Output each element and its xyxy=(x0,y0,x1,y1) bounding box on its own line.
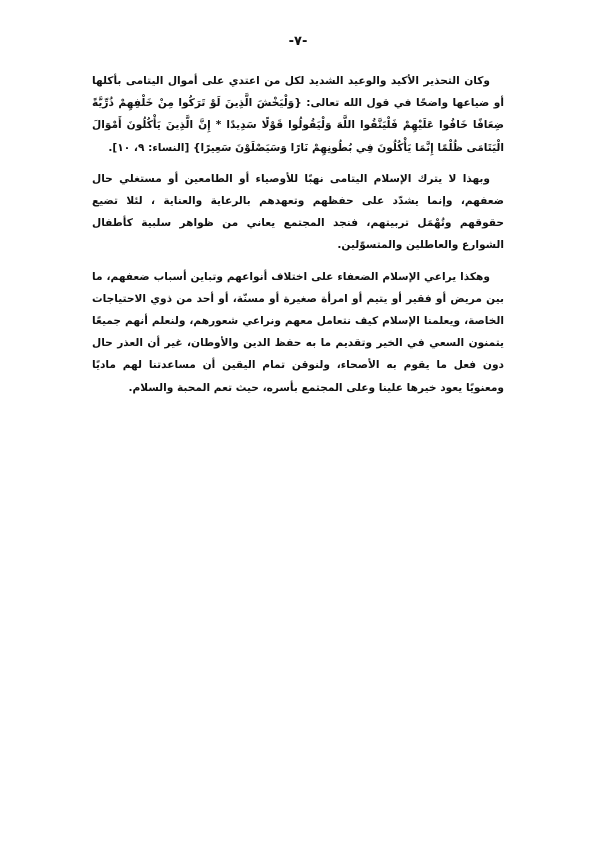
page-number: -٧- xyxy=(288,34,308,49)
paragraph-orphans-care: وبهذا لا يترك الإسلام اليتامى نهبًا للأوصياء أو الطامعين أو مستغلي حال ضعفهم، وإنما يشدّد على حفظهم وتعهدهم بالرعاية والعناية ، لئلا تضيع حقوقهم وتُهْمَل تربيتهم، فنجد المجتمع يعاني من ظواهر سلبية كأطفال الشوارع والعاطلين والمتسوّلين. xyxy=(92,172,504,252)
paragraph-weak-care: وهكذا يراعي الإسلام الضعفاء على اختلاف أنواعهم وتباين أسباب ضعفهم، ما بين مريض أو فقير أو يتيم أو امرأة صغيرة أو مسنّة، أو أحد من ذوي الاحتياجات الخاصة، ويعلمنا الإسلام كيف نتعامل معهم ونراعي شعورهم، ولنعلم أنهم جميعًا يتمنون السعي في الخير وتقديم ما به حفظ الدين والأوطان، غير أن العذر حال دون فعل ما يقوم به الأصحاء، ولنوقن تمام اليقين أن مساعدتنا لهم ماديًا ومعنويًا يعود خيرها علينا وعلى المجتمع بأسره، حيث تعم المحبة والسلام. xyxy=(92,270,504,394)
document-body xyxy=(92,70,504,408)
paragraph-orphans-warning: وكان التحذير الأكيد والوعيد الشديد لكل من اعتدي على أموال اليتامى بأكلها أو ضياعها واضحًا في قول الله تعالى: {وَلْيَخْشَ الَّذِينَ لَوْ تَرَكُوا مِنْ خَلْفِهِمْ ذُرِّيَّةً ضِعَافًا خَافُوا عَلَيْهِمْ فَلْيَتَّقُوا اللَّهَ وَلْيَقُولُوا قَوْلًا سَدِيدًا * إِنَّ الَّذِينَ يَأْكُلُونَ أَمْوَالَ الْيَتَامَى ظُلْمًا إِنَّمَا يَأْكُلُونَ فِي بُطُونِهِمْ نَارًا وَسَيَصْلَوْنَ سَعِيرًا} [النساء: ٩، ١٠]. xyxy=(92,75,504,154)
